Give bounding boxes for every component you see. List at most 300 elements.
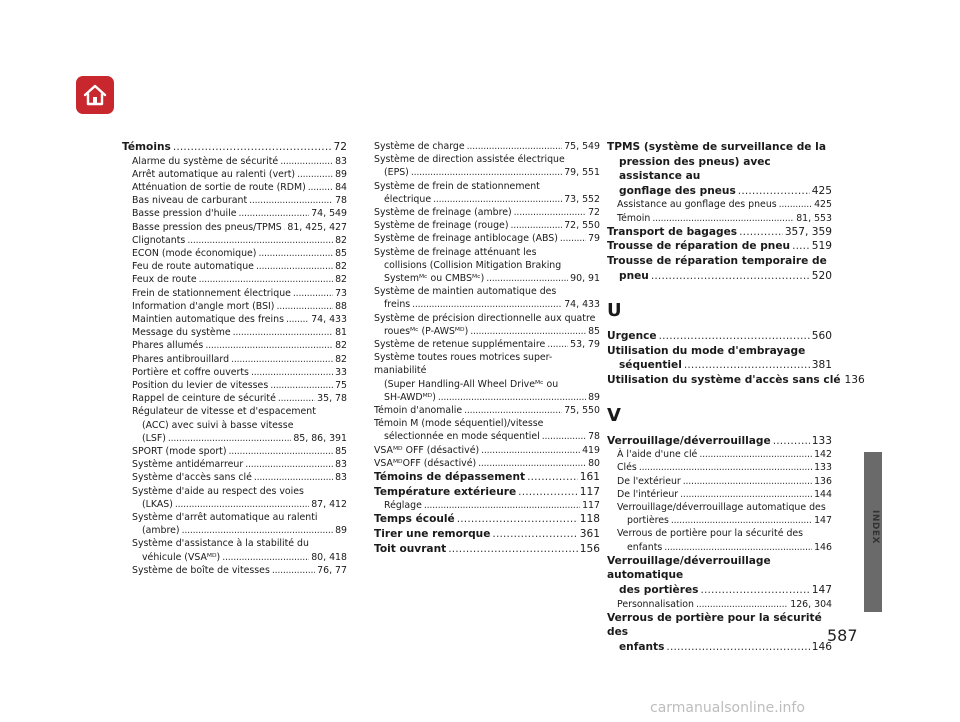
index-subentry[interactable] [122,353,347,366]
page-ref[interactable]: 82 [335,353,347,365]
dot-leader [481,444,580,457]
page-ref[interactable]: 136 [844,373,865,386]
index-subentry[interactable] [122,537,347,563]
dot-leader [773,434,810,449]
entry-text: De l'extérieur [617,475,681,487]
page-ref[interactable]: 74, 549 [311,208,347,220]
dot-leader [639,461,812,474]
index-subentry[interactable] [122,379,347,392]
page-ref[interactable]: 82 [335,274,347,286]
entry-text: Réglage [384,500,422,512]
section-letter: U [607,300,622,322]
index-subentry[interactable] [122,247,347,260]
dot-leader [231,353,333,366]
page-ref[interactable]: 53, 79 [570,339,600,351]
entry-text: Système de précision directionnelle aux quatre [374,312,596,324]
page-ref[interactable]: 89 [588,391,600,403]
entry-text: véhicule (VSAᴹᴰ) [142,551,221,563]
page-ref[interactable]: 89 [335,168,347,180]
index-subentry[interactable] [122,194,347,207]
dot-leader [238,207,309,220]
entry-text: (EPS) [384,167,409,179]
page-ref[interactable]: 142 [814,449,832,461]
page-ref[interactable]: 519 [811,240,832,253]
page-ref[interactable]: 72 [333,141,347,153]
index-column-2 [374,140,600,556]
entry-text: Température extérieure [374,485,517,498]
entry-text: Système toutes roues motrices super-maniabilité [374,352,553,377]
entry-text: Système de maintien automatique des [374,286,557,298]
dot-leader [411,166,562,179]
entry-text: Arrêt automatique au ralenti (vert) [132,168,296,180]
entry-text: Assistance au gonflage des pneus [617,199,777,211]
home-button[interactable] [76,76,114,114]
dot-leader [254,471,333,484]
entry-text: Témoins de dépassement [374,471,526,484]
dot-leader [486,272,568,285]
index-subentry[interactable] [122,181,347,194]
entry-text: Système de frein de stationnement [374,180,540,192]
index-subentry[interactable] [122,207,347,220]
entry-text: Clés [617,462,637,474]
index-entry[interactable] [374,542,600,557]
index-subentry[interactable] [374,312,600,338]
index-entry[interactable] [607,434,832,449]
page-ref[interactable]: 88 [335,300,347,312]
dot-leader [467,140,563,153]
dot-leader [664,541,812,554]
page-ref[interactable]: 81, 553 [796,212,832,224]
dot-leader [258,247,333,260]
index-subentry[interactable] [374,499,600,512]
entry-text: Atténuation de sortie de route (RDM) [132,182,306,193]
index-entry[interactable] [607,225,832,240]
dot-leader [175,498,309,511]
page-ref[interactable]: 146 [814,541,832,553]
dot-leader [286,313,309,326]
page-ref[interactable]: 74, 433 [564,299,600,311]
entry-text: des portières [619,583,699,596]
entry-text: Frein de stationnement électrique [132,287,291,299]
dot-leader [199,273,333,286]
entry-text: Système de charge [374,141,465,152]
entry-text: Système de retenue supplémentaire [374,339,546,351]
entry-text: Utilisation du système d'accès sans clé [607,373,841,386]
dot-leader [738,184,810,199]
dot-leader [251,366,333,379]
index-subentry[interactable] [122,313,347,326]
page-ref[interactable]: 75 [335,380,347,392]
entry-text: pression des pneus) avec assistance au [619,155,771,183]
index-entry[interactable] [607,254,832,283]
index-entry[interactable] [607,239,832,254]
entry-text: freins [384,299,411,311]
entry-text: Témoin M (mode séquentiel)/vitesse [374,418,544,430]
index-subentry[interactable] [374,417,600,443]
entry-text: sélectionnée en mode séquentiel [384,431,540,443]
index-subentry[interactable] [122,300,347,313]
index-subentry[interactable] [374,285,600,311]
entry-text: Transport de bagages [607,225,738,238]
entry-text: VSAᴹᴰOFF (désactivé) [374,457,477,469]
entry-text: Système de boîte de vitesses [132,564,270,576]
entry-text: Basse pression d'huile [132,208,237,220]
entry-text: (LSF) [142,432,166,444]
page-ref[interactable]: 80 [588,457,600,469]
index-subentry[interactable] [122,287,347,300]
entry-text: Témoin d'anomalie [374,405,463,417]
index-column-1 [122,140,347,577]
index-entry[interactable] [607,554,832,598]
entry-text: Utilisation du mode d'embrayage [607,344,806,357]
index-subentry[interactable] [374,140,600,153]
dot-leader [256,260,333,273]
entry-text: Système de freinage atténuant les [374,246,537,258]
dot-leader [278,392,315,405]
entry-text: Trousse de réparation temporaire de [607,254,827,267]
page-ref[interactable]: 35, 78 [317,393,347,405]
dot-leader [470,325,586,338]
entry-text: Bas niveau de carburant [132,195,248,207]
entry-text: Rappel de ceinture de sécurité [132,393,276,405]
dot-leader [448,542,578,557]
entry-text: enfants [619,640,665,653]
page-ref[interactable]: 76, 77 [317,564,347,576]
index-entry[interactable] [607,140,832,198]
entry-text: Maintien automatique des freins [132,314,284,326]
page-ref[interactable]: 357, 359 [784,225,832,238]
page-ref[interactable]: 156 [579,542,600,555]
index-subentry[interactable] [374,246,600,286]
entry-text: Système de freinage (ambre) [374,207,512,219]
index-subentry[interactable] [607,448,832,461]
entry-text: gonflage des pneus [619,184,736,197]
dot-leader [739,225,783,240]
page-ref[interactable]: 73 [335,287,347,299]
index-subentry[interactable] [122,221,347,234]
index-subentry[interactable] [607,488,832,501]
entry-text: Système de freinage (rouge) [374,220,509,232]
page-ref[interactable]: 75, 550 [564,405,600,417]
entry-text: Verrouillage/déverrouillage automatique [607,554,771,582]
dot-leader [284,221,286,234]
entry-text: Personnalisation [617,598,694,610]
dot-leader [276,300,333,313]
page-ref[interactable]: 117 [582,500,600,512]
page-ref[interactable]: 133 [811,434,832,447]
page-ref[interactable]: 72 [588,207,600,219]
dot-leader [699,448,812,461]
page-ref[interactable]: 78 [335,195,347,207]
index-entry[interactable] [607,344,832,373]
entry-text: rouesᴹᶜ (P-AWSᴹᴰ) [384,325,469,337]
page-ref[interactable]: 83 [335,155,347,167]
entry-text: Tirer une remorque [374,528,491,541]
page-ref[interactable]: 126, 304 [790,598,832,610]
entry-text: À l'aide d'une clé [617,449,698,461]
page-ref[interactable]: 147 [811,583,832,596]
index-subentry[interactable] [607,598,832,611]
page-ref[interactable]: 83 [335,459,347,471]
index-subentry[interactable] [374,338,600,351]
entry-text: (ACC) avec suivi à basse vitesse [142,419,294,431]
index-entry[interactable] [607,329,832,344]
dot-leader [222,551,309,564]
entry-text: TPMS (système de surveillance de la [607,141,826,153]
index-subentry[interactable] [122,339,347,352]
index-subentry[interactable] [374,180,600,206]
page-ref[interactable]: 117 [579,485,600,498]
index-subentry[interactable] [122,168,347,181]
entry-text: Feu de route automatique [132,261,254,273]
dot-leader [457,512,578,527]
dot-leader [492,527,577,542]
dot-leader [779,198,812,211]
page-ref[interactable]: 133 [814,462,832,474]
entry-text: De l'intérieur [617,488,679,500]
page-ref[interactable]: 361 [579,528,600,541]
dot-leader [684,358,810,373]
page-ref[interactable]: 90, 91 [570,273,600,285]
dot-leader [652,212,794,225]
entry-text: Position du levier de vitesses [132,380,269,392]
page-ref[interactable]: 79, 551 [564,167,600,179]
entry-text: Système d'accès sans clé [132,472,252,484]
dot-leader [659,329,810,344]
page-ref[interactable]: 79 [588,233,600,245]
index-subentry[interactable] [374,206,600,219]
page-ref[interactable]: 560 [811,330,832,343]
page-ref[interactable]: 144 [814,488,832,500]
page-ref[interactable]: 83 [335,472,347,484]
index-subentry[interactable] [374,404,600,417]
dot-leader [666,640,809,655]
dot-leader [168,432,291,445]
entry-text: Système d'assistance à la stabilité du [132,538,309,550]
dot-leader [478,457,586,470]
dot-leader [308,181,333,194]
dot-leader [187,234,333,247]
entry-text: Témoins [122,141,171,153]
dot-leader [412,298,562,311]
entry-text: (ambre) [142,525,180,537]
section-letter: V [607,404,621,426]
entry-text: Message du système [132,327,231,339]
dot-leader [560,232,586,245]
index-subentry[interactable] [122,471,347,484]
page-ref[interactable]: 146 [811,640,832,653]
entry-text: SH-AWDᴹᴰ) [384,391,436,403]
home-icon [82,83,108,107]
dot-leader [293,287,333,300]
page-ref[interactable]: 89 [335,525,347,537]
dot-leader [438,391,586,404]
page-ref[interactable]: 78 [588,431,600,443]
entry-text: Verrous de portière pour la sécurité des [607,611,822,639]
dot-leader [297,168,333,181]
entry-text: Toit ouvrant [374,542,447,555]
entry-text: Verrouillage/déverrouillage automatique des [617,501,826,513]
index-subentry[interactable] [607,501,832,527]
index-subentry[interactable] [122,366,347,379]
dot-leader [547,338,568,351]
dot-leader [205,339,333,352]
index-entry[interactable] [607,611,832,655]
page-ref[interactable]: 425 [811,184,832,197]
index-entry[interactable] [374,470,600,485]
page-ref[interactable]: 33 [335,366,347,378]
index-subentry[interactable] [122,485,347,511]
page-ref[interactable]: 85 [335,446,347,458]
entry-text: portières [627,515,669,527]
entry-text: pneu [619,269,649,282]
entry-text: électrique [384,193,432,205]
index-subentry[interactable] [374,219,600,232]
entry-text: Système d'aide au respect des voies [132,485,304,497]
watermark: carmanualsonline.info [650,700,805,716]
page-ref[interactable]: 73, 552 [564,193,600,205]
index-subentry[interactable] [122,458,347,471]
page-ref[interactable]: 85 [335,248,347,260]
entry-text: Verrous de portière pour la sécurité des [617,528,804,540]
page-ref[interactable]: 84 [335,182,347,193]
entry-text: (Super Handling-All Wheel Driveᴹᶜ ou [384,378,559,390]
page-ref[interactable]: 80, 418 [311,551,347,563]
entry-text: enfants [627,541,663,553]
entry-text: Système de direction assistée électrique [374,154,565,166]
dot-leader [424,499,580,512]
dot-leader [464,404,562,417]
dot-leader [683,475,812,488]
index-subentry[interactable] [122,155,347,168]
page-ref[interactable]: 381 [811,359,832,372]
page-ref[interactable]: 81, 425, 427 [287,221,347,233]
entry-text: VSAᴹᴰ OFF (désactivé) [374,444,480,456]
index-subentry[interactable] [374,457,600,470]
entry-text: Alarme du système de sécurité [132,155,279,167]
page-ref[interactable]: 85 [588,325,600,337]
page-ref[interactable]: 87, 412 [311,498,347,510]
entry-text: Information d'angle mort (BSI) [132,300,275,312]
dot-leader [233,326,333,339]
entry-text: Basse pression des pneus/TPMS [132,221,282,233]
dot-leader [651,269,810,284]
dot-leader [272,564,315,577]
index-subentry[interactable] [607,212,832,225]
entry-text: Phares allumés [132,340,204,352]
page-ref[interactable]: 82 [335,234,347,246]
entry-text: (LKAS) [142,498,173,510]
index-entry[interactable] [122,140,347,155]
entry-text: Portière et coffre ouverts [132,366,249,378]
page-ref[interactable]: 425 [814,199,832,211]
index-subentry[interactable] [122,392,347,405]
page-ref[interactable]: 118 [579,513,600,526]
index-entry[interactable] [374,485,600,500]
dot-leader [527,470,578,485]
entry-text: Régulateur de vitesse et d'espacement [132,406,316,418]
index-subentry[interactable] [122,445,347,458]
page-ref[interactable]: 75, 549 [564,141,600,152]
index-entry[interactable] [607,373,865,388]
dot-leader [700,583,809,598]
entry-text: Urgence [607,330,657,343]
dot-leader [680,488,812,501]
index-entry[interactable] [374,527,600,542]
entry-text: ECON (mode économique) [132,248,257,260]
dot-leader [792,239,810,254]
index-entry[interactable] [374,512,600,527]
index-subentry[interactable] [374,153,600,179]
entry-text: Système de freinage antiblocage (ABS) [374,233,558,245]
dot-leader [671,514,812,527]
entry-text: Clignotants [132,234,186,246]
page-ref[interactable]: 72, 550 [564,220,600,232]
dot-leader [270,379,333,392]
dot-leader [280,155,333,168]
index-subentry[interactable] [122,405,347,445]
entry-text: Témoin [617,212,651,224]
index-subentry[interactable] [122,234,347,247]
index-subentry[interactable] [374,351,600,404]
page-ref[interactable]: 147 [814,515,832,527]
index-subentry[interactable] [122,511,347,537]
index-subentry[interactable] [607,475,832,488]
index-subentry[interactable] [374,444,600,457]
entry-text: collisions (Collision Mitigation Braking [384,259,562,271]
page-ref[interactable]: 81 [335,327,347,339]
index-tab-label: INDEX [870,510,880,544]
index-subentry[interactable] [607,527,832,553]
dot-leader [173,140,332,155]
index-subentry[interactable] [122,326,347,339]
index-subentry[interactable] [122,564,347,577]
page-ref[interactable]: 74, 433 [311,314,347,326]
dot-leader [542,430,586,443]
page-ref[interactable]: 136 [814,475,832,487]
page-number: 587 [827,626,858,645]
entry-text: Phares antibrouillard [132,353,230,365]
page-ref[interactable]: 82 [335,261,347,273]
dot-leader [514,206,586,219]
entry-text: Verrouillage/déverrouillage [607,434,771,447]
index-subentry[interactable] [374,232,600,245]
entry-text: séquentiel [619,359,682,372]
page-ref[interactable]: 161 [579,471,600,484]
entry-text: Système d'arrêt automatique au ralenti [132,512,318,524]
entry-text: Systemᴹᶜ ou CMBSᴹᶜ) [384,273,485,285]
index-subentry[interactable] [122,273,347,286]
entry-text: Feux de route [132,274,197,286]
index-subentry[interactable] [607,461,832,474]
dot-leader [245,458,333,471]
page-ref[interactable]: 82 [335,340,347,352]
page-ref[interactable]: 85, 86, 391 [293,432,347,444]
index-subentry[interactable] [607,198,832,211]
dot-leader [182,524,334,537]
dot-leader [249,194,333,207]
page-ref[interactable]: 520 [811,269,832,282]
dot-leader [510,219,562,232]
index-subentry[interactable] [122,260,347,273]
page-ref[interactable]: 419 [582,444,600,456]
entry-text: SPORT (mode sport) [132,446,227,458]
entry-text: Système antidémarreur [132,459,244,471]
dot-leader [229,445,334,458]
entry-text: Trousse de réparation de pneu [607,240,791,253]
dot-leader [696,598,788,611]
entry-text: Temps écoulé [374,513,455,526]
